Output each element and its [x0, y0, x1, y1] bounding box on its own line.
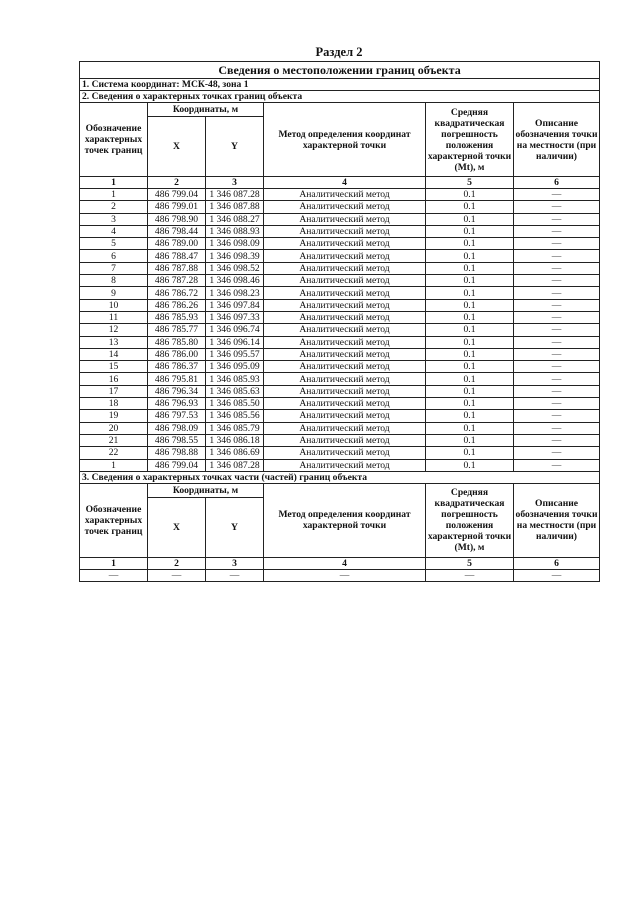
point-accuracy: 0.1 — [426, 385, 514, 397]
point-method: Аналитический метод — [264, 275, 426, 287]
header-coordinates: Координаты, м — [148, 483, 264, 497]
point-method: Аналитический метод — [264, 336, 426, 348]
document-page — [79, 44, 599, 582]
header-accuracy: Средняя квадратическая погрешность положения характерной точки (Mt), м — [426, 483, 514, 557]
point-method: Аналитический метод — [264, 311, 426, 323]
point-description: — — [514, 324, 600, 336]
point-method: Аналитический метод — [264, 201, 426, 213]
point-description: — — [514, 250, 600, 262]
point-number: 17 — [80, 385, 148, 397]
point-method: Аналитический метод — [264, 361, 426, 373]
column-number: 2 — [148, 557, 206, 569]
point-y: 1 346 085.50 — [206, 398, 264, 410]
point-method: Аналитический метод — [264, 225, 426, 237]
point-number: 3 — [80, 213, 148, 225]
point-description: — — [514, 348, 600, 360]
point-accuracy: 0.1 — [426, 201, 514, 213]
point-description: — — [514, 361, 600, 373]
header-description: Описание обозначения точки на местности (при наличии) — [514, 483, 600, 557]
point-y: 1 346 098.39 — [206, 250, 264, 262]
point-x: 486 789.00 — [148, 238, 206, 250]
point-y: 1 346 098.46 — [206, 275, 264, 287]
point-description: — — [514, 459, 600, 471]
point-accuracy: 0.1 — [426, 361, 514, 373]
point-accuracy: 0.1 — [426, 422, 514, 434]
point-y: 1 346 087.28 — [206, 189, 264, 201]
column-number: 5 — [426, 557, 514, 569]
point-method: Аналитический метод — [264, 447, 426, 459]
point-method: Аналитический метод — [264, 250, 426, 262]
point-x: 486 798.44 — [148, 225, 206, 237]
point-accuracy: 0.1 — [426, 225, 514, 237]
point-y: 1 346 098.52 — [206, 262, 264, 274]
point-accuracy: 0.1 — [426, 311, 514, 323]
point-number: 15 — [80, 361, 148, 373]
header-description: Описание обозначения точки на местности (при наличии) — [514, 103, 600, 177]
header-x: X — [148, 497, 206, 557]
point-description: — — [514, 213, 600, 225]
point-description: — — [514, 398, 600, 410]
point-y: 1 346 085.56 — [206, 410, 264, 422]
point-x: 486 797.53 — [148, 410, 206, 422]
point-method: Аналитический метод — [264, 410, 426, 422]
point-accuracy: 0.1 — [426, 459, 514, 471]
header-designation: Обозначение характерных точек границ — [80, 483, 148, 557]
table-row — [80, 238, 600, 250]
point-method: Аналитический метод — [264, 299, 426, 311]
point-number: 8 — [80, 275, 148, 287]
table-row — [80, 299, 600, 311]
point-method: Аналитический метод — [264, 434, 426, 446]
point-x: 486 798.90 — [148, 213, 206, 225]
point-description: — — [514, 373, 600, 385]
point-method: Аналитический метод — [264, 287, 426, 299]
column-number: 5 — [426, 177, 514, 189]
point-method: Аналитический метод — [264, 262, 426, 274]
point-number: 11 — [80, 311, 148, 323]
header-method: Метод определения координат характерной точки — [264, 103, 426, 177]
point-y: 1 346 085.63 — [206, 385, 264, 397]
point-accuracy: 0.1 — [426, 373, 514, 385]
point-y: 1 346 096.14 — [206, 336, 264, 348]
point-accuracy: 0.1 — [426, 447, 514, 459]
point-number: 18 — [80, 398, 148, 410]
point-number: 4 — [80, 225, 148, 237]
point-method: Аналитический метод — [264, 422, 426, 434]
point-description: — — [514, 410, 600, 422]
point-number: 2 — [80, 201, 148, 213]
section-label: Раздел 2 — [315, 45, 363, 59]
header-coordinates: Координаты, м — [148, 103, 264, 117]
point-accuracy: 0.1 — [426, 348, 514, 360]
point-accuracy: 0.1 — [426, 299, 514, 311]
column-number: 6 — [514, 557, 600, 569]
point-description: — — [514, 311, 600, 323]
table-row — [80, 250, 600, 262]
table-row — [80, 569, 600, 581]
header-method: Метод определения координат характерной точки — [264, 483, 426, 557]
point-number: 9 — [80, 287, 148, 299]
point-number: 6 — [80, 250, 148, 262]
point-accuracy: 0.1 — [426, 336, 514, 348]
point-x: 486 785.77 — [148, 324, 206, 336]
table-row — [80, 225, 600, 237]
column-number: 6 — [514, 177, 600, 189]
point-y: 1 346 095.09 — [206, 361, 264, 373]
point-accuracy: 0.1 — [426, 324, 514, 336]
points-heading: 2. Сведения о характерных точках границ объекта — [80, 91, 600, 103]
table-row — [80, 275, 600, 287]
point-y: 1 346 098.23 — [206, 287, 264, 299]
point-y: 1 346 096.74 — [206, 324, 264, 336]
point-y: 1 346 087.28 — [206, 459, 264, 471]
header-designation: Обозначение характерных точек границ — [80, 103, 148, 177]
table-row — [80, 361, 600, 373]
point-number: 5 — [80, 238, 148, 250]
column-number: 2 — [148, 177, 206, 189]
header-y: Y — [206, 497, 264, 557]
point-method: Аналитический метод — [264, 459, 426, 471]
column-number: 3 — [206, 177, 264, 189]
parts-heading: 3. Сведения о характерных точках части (частей) границ объекта — [80, 471, 600, 483]
boundary-table — [79, 61, 600, 582]
table-row — [80, 422, 600, 434]
point-description: — — [514, 201, 600, 213]
table-row — [80, 459, 600, 471]
table-row — [80, 348, 600, 360]
point-accuracy: 0.1 — [426, 250, 514, 262]
table-row — [80, 447, 600, 459]
point-y: 1 346 097.84 — [206, 299, 264, 311]
point-accuracy: 0.1 — [426, 238, 514, 250]
point-y: 1 346 085.79 — [206, 422, 264, 434]
point-x: 486 785.93 — [148, 311, 206, 323]
point-x: 486 795.81 — [148, 373, 206, 385]
point-x: 486 786.37 — [148, 361, 206, 373]
table-row — [80, 336, 600, 348]
point-accuracy: 0.1 — [426, 275, 514, 287]
column-number: 1 — [80, 557, 148, 569]
point-method: — — [264, 569, 426, 581]
table-row — [80, 385, 600, 397]
point-accuracy: 0.1 — [426, 262, 514, 274]
point-accuracy: 0.1 — [426, 287, 514, 299]
point-number: 10 — [80, 299, 148, 311]
table-row — [80, 311, 600, 323]
point-accuracy: 0.1 — [426, 398, 514, 410]
point-description: — — [514, 434, 600, 446]
point-x: 486 799.04 — [148, 459, 206, 471]
point-description: — — [514, 262, 600, 274]
point-description: — — [514, 336, 600, 348]
point-number: 19 — [80, 410, 148, 422]
header-y: Y — [206, 117, 264, 177]
column-number: 3 — [206, 557, 264, 569]
header-x: X — [148, 117, 206, 177]
point-number: 22 — [80, 447, 148, 459]
point-description: — — [514, 225, 600, 237]
point-y: 1 346 095.57 — [206, 348, 264, 360]
point-method: Аналитический метод — [264, 213, 426, 225]
point-number: 1 — [80, 189, 148, 201]
point-method: Аналитический метод — [264, 398, 426, 410]
point-x: 486 786.72 — [148, 287, 206, 299]
table-title: Сведения о местоположении границ объекта — [80, 62, 600, 79]
point-description: — — [514, 569, 600, 581]
point-number: 14 — [80, 348, 148, 360]
point-number: 1 — [80, 459, 148, 471]
point-x: 486 798.09 — [148, 422, 206, 434]
point-x: 486 788.47 — [148, 250, 206, 262]
point-x: 486 799.01 — [148, 201, 206, 213]
point-method: Аналитический метод — [264, 189, 426, 201]
point-accuracy: 0.1 — [426, 213, 514, 225]
point-description: — — [514, 385, 600, 397]
table-row — [80, 373, 600, 385]
point-y: 1 346 086.18 — [206, 434, 264, 446]
point-accuracy: — — [426, 569, 514, 581]
point-number: 21 — [80, 434, 148, 446]
point-x: 486 798.55 — [148, 434, 206, 446]
point-accuracy: 0.1 — [426, 434, 514, 446]
point-accuracy: 0.1 — [426, 410, 514, 422]
point-method: Аналитический метод — [264, 348, 426, 360]
point-x: — — [148, 569, 206, 581]
point-number: 12 — [80, 324, 148, 336]
point-y: 1 346 088.27 — [206, 213, 264, 225]
header-accuracy: Средняя квадратическая погрешность положения характерной точки (Mt), м — [426, 103, 514, 177]
point-number: 13 — [80, 336, 148, 348]
column-number: 1 — [80, 177, 148, 189]
point-y: 1 346 088.93 — [206, 225, 264, 237]
point-y: 1 346 086.69 — [206, 447, 264, 459]
point-y: — — [206, 569, 264, 581]
point-x: 486 785.80 — [148, 336, 206, 348]
table-row — [80, 201, 600, 213]
table-row — [80, 324, 600, 336]
point-method: Аналитический метод — [264, 324, 426, 336]
point-x: 486 799.04 — [148, 189, 206, 201]
table-row — [80, 189, 600, 201]
point-description: — — [514, 238, 600, 250]
point-accuracy: 0.1 — [426, 189, 514, 201]
point-description: — — [514, 189, 600, 201]
point-method: Аналитический метод — [264, 238, 426, 250]
point-method: Аналитический метод — [264, 385, 426, 397]
table-row — [80, 434, 600, 446]
point-description: — — [514, 275, 600, 287]
table-row — [80, 213, 600, 225]
table-row — [80, 410, 600, 422]
point-description: — — [514, 299, 600, 311]
point-y: 1 346 087.88 — [206, 201, 264, 213]
point-method: Аналитический метод — [264, 373, 426, 385]
table-row — [80, 287, 600, 299]
point-y: 1 346 085.93 — [206, 373, 264, 385]
point-x: 486 798.88 — [148, 447, 206, 459]
point-y: 1 346 097.33 — [206, 311, 264, 323]
point-number: — — [80, 569, 148, 581]
point-description: — — [514, 287, 600, 299]
column-number: 4 — [264, 177, 426, 189]
point-number: 16 — [80, 373, 148, 385]
point-x: 486 796.93 — [148, 398, 206, 410]
point-x: 486 787.28 — [148, 275, 206, 287]
column-number: 4 — [264, 557, 426, 569]
point-y: 1 346 098.09 — [206, 238, 264, 250]
point-description: — — [514, 447, 600, 459]
point-x: 486 786.00 — [148, 348, 206, 360]
point-x: 486 787.88 — [148, 262, 206, 274]
table-row — [80, 398, 600, 410]
point-x: 486 796.34 — [148, 385, 206, 397]
point-number: 20 — [80, 422, 148, 434]
table-row — [80, 262, 600, 274]
point-number: 7 — [80, 262, 148, 274]
point-x: 486 786.26 — [148, 299, 206, 311]
coord-system: 1. Система координат: МСК-48, зона 1 — [80, 79, 600, 91]
point-description: — — [514, 422, 600, 434]
